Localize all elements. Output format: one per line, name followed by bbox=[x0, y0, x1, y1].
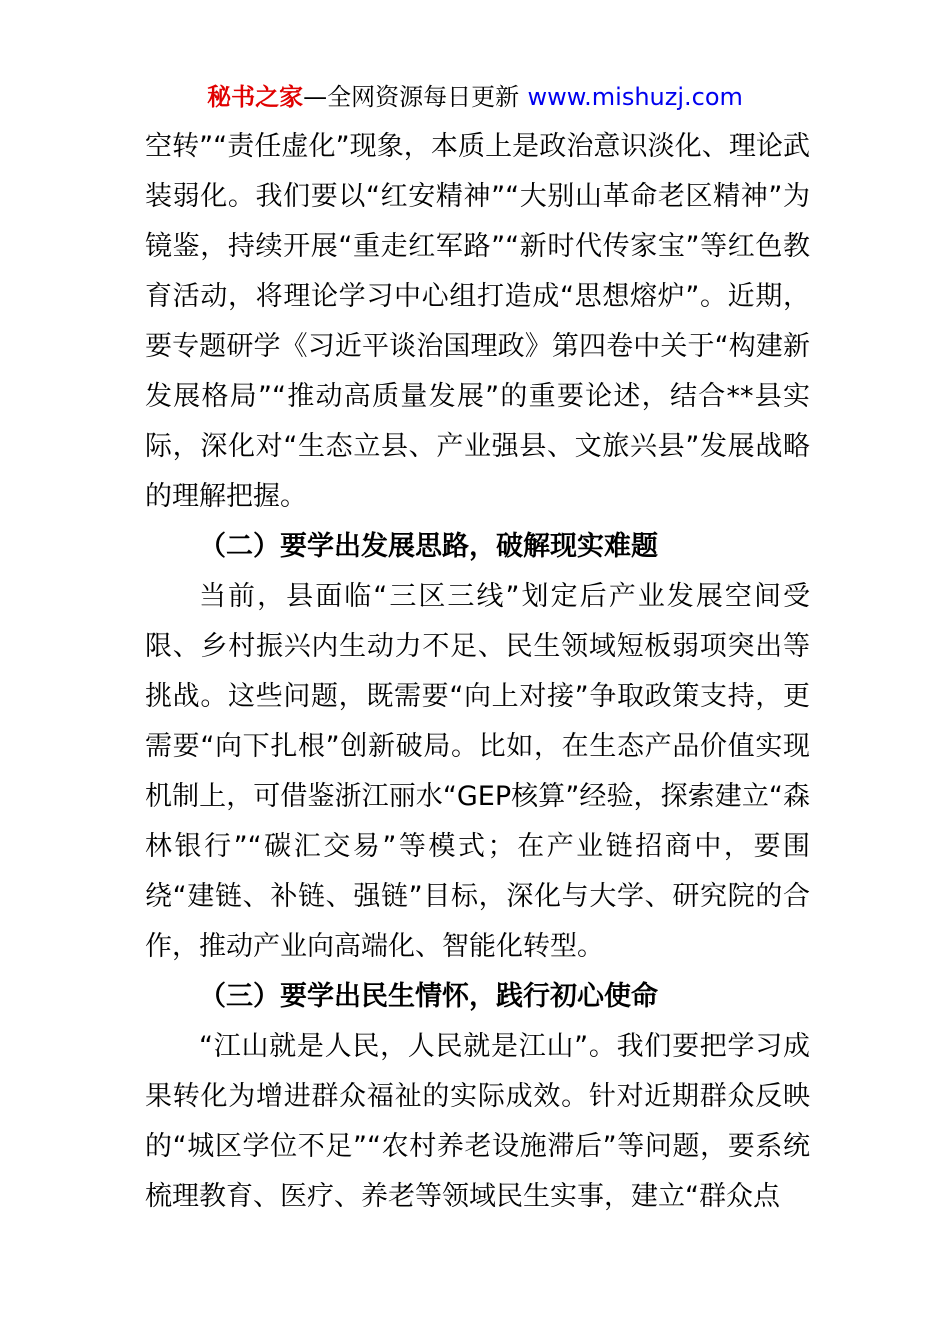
section-heading-3: （三）要学出民生情怀，践行初心使命 bbox=[199, 981, 658, 1012]
site-url-link[interactable]: www.mishuzj.com bbox=[527, 83, 743, 111]
paragraph-continued: 空转”“责任虚化”现象，本质上是政治意识淡化、理论武装弱化。我们要以“红安精神”“大别山革命老区精神”为镜鉴，持续开展“重走红军路”“新时代传家宝”等红色教育活动，将理论学习中心组打造成“思想熔炉”。近期，要专题研学《习近平谈治国理政》第四卷中关于“构建新发展格局”“推动高质量发展”的重要论述，结合**县实际，深化对“生态立县、产业强县、文旅兴县”发展战略的理解把握。 bbox=[145, 131, 810, 512]
section-heading-2: （二）要学出发展思路，破解现实难题 bbox=[199, 531, 658, 562]
site-tagline: —全网资源每日更新 bbox=[303, 83, 520, 111]
paragraph-development: 当前，县面临“三区三线”划定后产业发展空间受限、乡村振兴内生动力不足、民生领域短板弱项突出等挑战。这些问题，既需要“向上对接”争取政策支持，更需要“向下扎根”创新破局。比如，在生态产品价值实现机制上，可借鉴浙江丽水“GEP核算”经验，探索建立“森林银行”“碳汇交易”等模式；在产业链招商中，要围绕“建链、补链、强链”目标，深化与大学、研究院的合作，推动产业向高端化、智能化转型。 bbox=[145, 581, 810, 962]
document-body bbox=[145, 122, 810, 1222]
paragraph-livelihood: “江山就是人民，人民就是江山”。我们要把学习成果转化为增进群众福祉的实际成效。针对近期群众反映的“城区学位不足”“农村养老设施滞后”等问题，要系统梳理教育、医疗、养老等领域民生实事，建立“群众点 bbox=[145, 1031, 810, 1212]
page-header bbox=[0, 80, 950, 114]
site-brand: 秘书之家 bbox=[207, 83, 304, 111]
